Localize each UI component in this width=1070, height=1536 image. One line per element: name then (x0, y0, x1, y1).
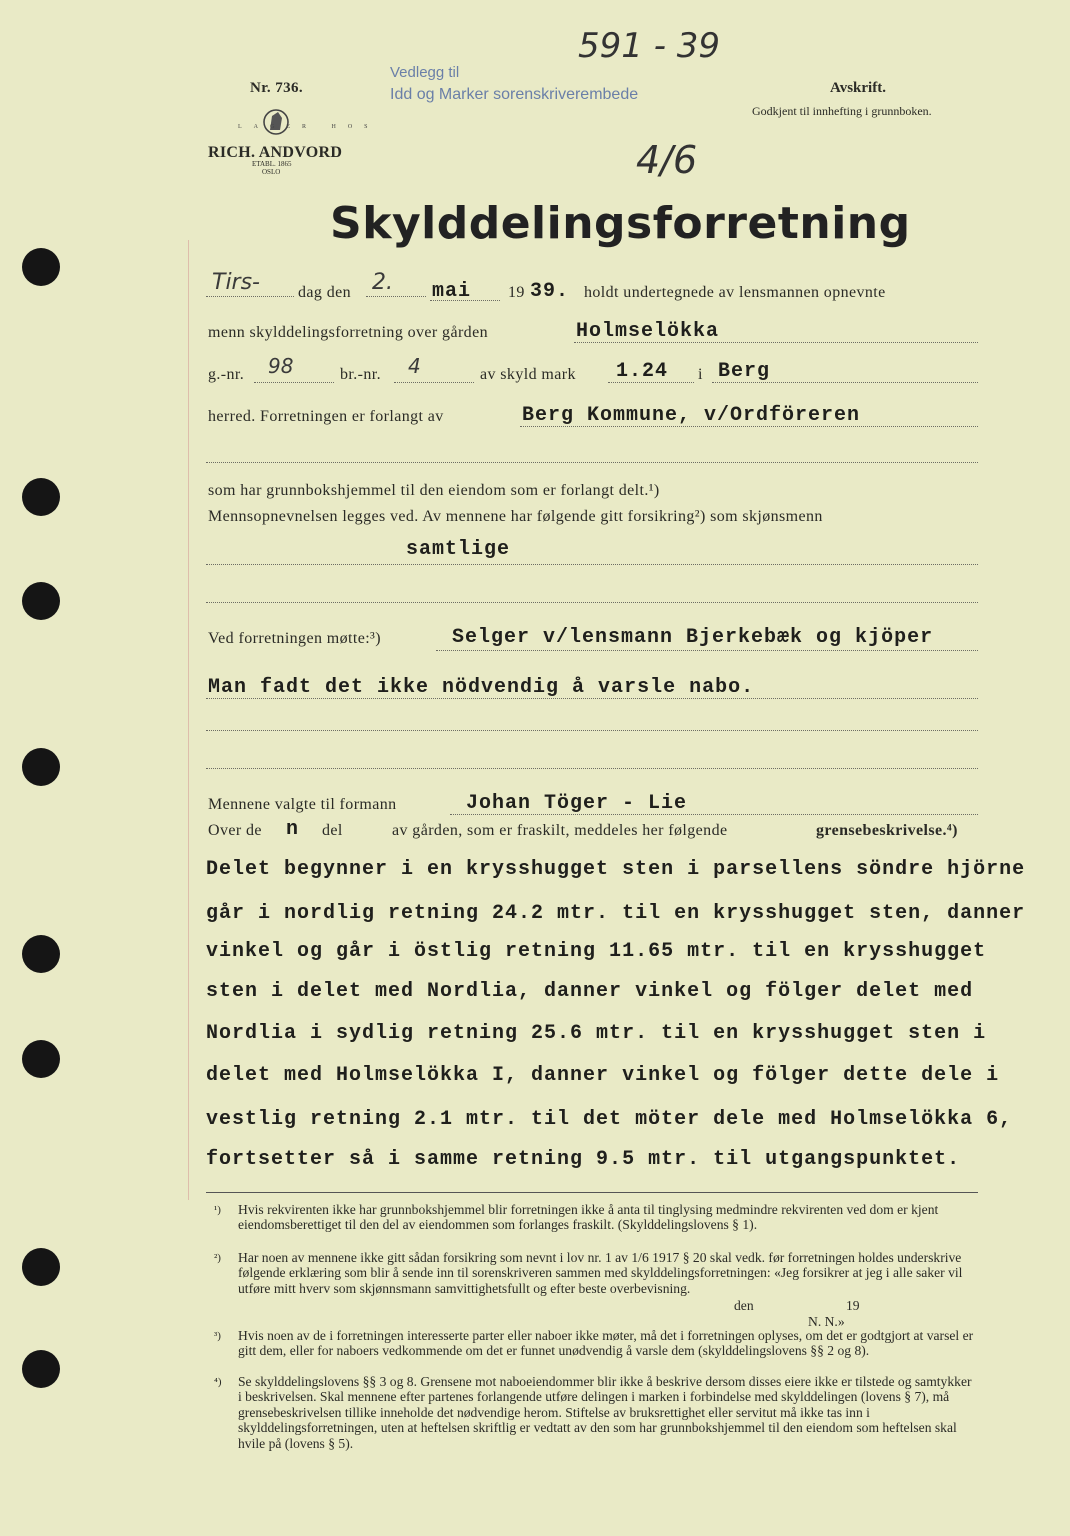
footnote-mark: ¹) (214, 1204, 221, 1216)
publisher-seal-text: LAGER HOS (238, 124, 380, 130)
gnr-label: g.-nr. (208, 366, 245, 383)
fill-line (430, 300, 500, 301)
fill-line (206, 768, 978, 769)
footnote-3: Hvis noen av de i forretningen interesserte parter eller naboer ikke møter, må det i forretningen oplyses, om det er godtgjort at varsel er gitt dem, eller for naboers vedkommende om det er funnet unødvendig å varsle dem (skylddelingslovens §§ 2 og 8). (238, 1328, 974, 1359)
publisher-est: ETABL. 1865 (252, 160, 292, 168)
description-line: Delet begynner i en krysshugget sten i parsellens söndre hjörne (206, 858, 1026, 881)
description-line: fortsetter så i samme retning 9.5 mtr. til utgangspunktet. (206, 1148, 961, 1171)
date-value: 2. (372, 270, 393, 295)
skyld-value: 1.24 (616, 360, 669, 383)
publisher-name: RICH. ANDVORD (208, 144, 343, 161)
footnote-1: Hvis rekvirenten ikke har grunnbokshjemmel blir forretningen ikke å anta til tinglysing medmindre rekvirenten ved dom er kjent eiendomsberettiget til den del av eiendommen som forlanges fraskilt. (Skylddelingslovens § 1). (238, 1202, 939, 1233)
description-line: Nordlia i sydlig retning 25.6 mtr. til en krysshugget sten i (206, 1022, 987, 1045)
brnr-label: br.-nr. (340, 366, 382, 383)
binder-hole (22, 478, 60, 516)
chairman-value: Johan Töger - Lie (466, 792, 688, 815)
line4-text: herred. Forretningen er forlangt av (208, 408, 444, 425)
part-value: n (286, 818, 300, 841)
place-value: Berg (718, 360, 771, 383)
footnote-mark: ²) (214, 1252, 221, 1264)
fill-line (206, 462, 978, 463)
margin-rule (188, 240, 189, 1200)
day-label: dag den (298, 284, 352, 301)
fill-line (436, 650, 978, 651)
line2-text: menn skylddelingsforretning over gården (208, 324, 488, 341)
fill-line (206, 296, 294, 297)
stamp-line1: Vedlegg til (390, 64, 460, 81)
description-line: delet med Holmselökka I, danner vinkel og fölger dette dele i (206, 1064, 1000, 1087)
binder-hole (22, 748, 60, 786)
fill-line (366, 296, 426, 297)
fill-line (394, 382, 474, 383)
brnr-value: 4 (408, 354, 421, 378)
description-line: går i nordlig retning 24.2 mtr. til en krysshugget sten, danner (206, 902, 1026, 925)
binder-hole (22, 1350, 60, 1388)
stamp-number: 591 - 39 (578, 26, 721, 66)
fill-line (206, 698, 978, 699)
footnote-2-signature: N. N.» (808, 1314, 845, 1329)
farm-name: Holmselökka (576, 320, 720, 343)
requester-value: Berg Kommune, v/Ordföreren (522, 404, 861, 427)
publisher-city: OSLO (262, 168, 281, 176)
binder-hole (22, 935, 60, 973)
boundary-label: grensebeskrivelse.⁴) (816, 822, 958, 839)
binder-hole (22, 1040, 60, 1078)
form-number: Nr. 736. (250, 80, 304, 96)
fill-line (206, 564, 978, 565)
footnote-2-year: 19 (846, 1298, 860, 1313)
avskrift-label: Avskrift. (830, 80, 886, 96)
footnote-2: Har noen av mennene ikke gitt sådan forsikring som nevnt i lov nr. 1 av 1/6 1917 § 20 skal vedk. før forretningen holdes underskrive følgende erklæring som blir å sende inn til sorenskriveren sammen med skylddelingsforretningen: «Jeg forsikrer at jeg i alle saker vil utføre mitt hverv som skjønnsmann samvittighetsfullt og efter beste overbevisning. (238, 1250, 963, 1296)
footnote-2-den: den (734, 1298, 754, 1313)
fill-line (520, 426, 978, 427)
page-title: Skylddelingsforretning (330, 198, 911, 249)
line6-text: Mennsopnevnelsen legges ved. Av mennene har følgende gitt forsikring²) som skjønsmenn (208, 508, 823, 525)
month-value: mai (432, 280, 472, 303)
fill-line (712, 382, 978, 383)
footnote-mark: ⁴) (214, 1376, 222, 1388)
fill-line (450, 814, 978, 815)
description-line: vestlig retning 2.1 mtr. til det möter dele med Holmselökka 6, (206, 1108, 1013, 1131)
day-value: Tirs- (212, 270, 260, 295)
handwritten-mark: 4/6 (636, 138, 698, 182)
over-de-label: Over de (208, 822, 262, 839)
fill-line (574, 342, 978, 343)
del-label: del (322, 822, 343, 839)
notice-value: Man fadt det ikke nödvendig å varsle nabo. (208, 676, 755, 699)
binder-hole (22, 1248, 60, 1286)
line1-rest: holdt undertegnede av lensmannen opnevnte (584, 284, 886, 301)
fill-line (206, 730, 978, 731)
line10-rest: av gården, som er fraskilt, meddeles her følgende (392, 822, 728, 839)
skyld-label: av skyld mark (480, 366, 576, 383)
footnote-4: Se skylddelingslovens §§ 3 og 8. Grensene mot naboeiendommer blir ikke å beskrive dersom disses eiere ikke er tilstede og samtykker i beskrivelsen. Skal mennene efter partenes forlangende utføre delingen i marken i forbindelse med skylddelingen (lovens § 7), må grensebeskrivelsen tillike inneholde det nødvendige herom. Stiftelse av bruksrettighet eller servitut må ikke tas inn i skylddelingsforretningen, uten at heftelsen skriftlig er vedtatt av den som har grunnbokshjemmel til den eiendom som heftelsen skal hvile på (lovens § 5). (238, 1374, 972, 1451)
stamp-line2: Idd og Marker sorenskriverembede (390, 86, 639, 103)
fill-line (608, 382, 694, 383)
attendees-value: Selger v/lensmann Bjerkebæk og kjöper (452, 626, 934, 649)
approval-note: Godkjent til innhefting i grunnboken. (752, 104, 932, 118)
line9-text: Mennene valgte til formann (208, 796, 397, 813)
fill-line (206, 602, 978, 603)
gnr-value: 98 (268, 354, 294, 378)
description-line: sten i delet med Nordlia, danner vinkel og fölger delet med (206, 980, 974, 1003)
surveyors-value: samtlige (406, 538, 511, 561)
publisher-seal (238, 104, 380, 140)
i-label: i (698, 366, 703, 383)
line7-text: Ved forretningen møtte:³) (208, 630, 381, 647)
fill-line (254, 382, 334, 383)
knight-icon (238, 104, 314, 140)
year-prefix: 19 (508, 284, 525, 301)
description-line: vinkel og går i östlig retning 11.65 mtr. til en krysshugget (206, 940, 987, 963)
line5-text: som har grunnbokshjemmel til den eiendom som er forlangt delt.¹) (208, 482, 660, 499)
binder-hole (22, 582, 60, 620)
year-value: 39. (530, 280, 570, 303)
binder-hole (22, 248, 60, 286)
footnote-separator (206, 1192, 978, 1193)
footnote-mark: ³) (214, 1330, 221, 1342)
